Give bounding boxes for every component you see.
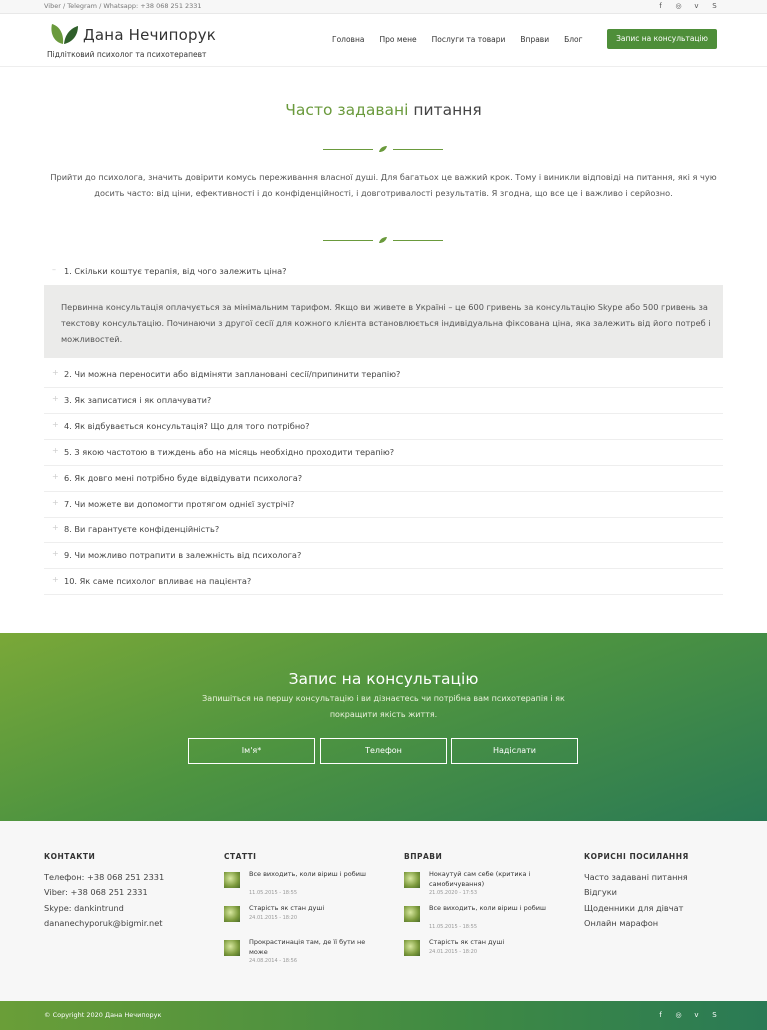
- skype-icon[interactable]: S: [712, 2, 717, 10]
- top-bar: [0, 0, 767, 14]
- site-header: [0, 14, 767, 67]
- nav-blog[interactable]: Блог: [564, 35, 583, 44]
- toggle-icon: –: [52, 265, 56, 274]
- post-date: 24.01.2015 - 18:20: [249, 915, 298, 921]
- faq-item[interactable]: [44, 440, 723, 466]
- page-title-rest: питання: [408, 101, 482, 119]
- contact-skype[interactable]: Skype: dankintrund: [44, 902, 124, 913]
- topbar-contact: Viber / Telegram / Whatsapp: +38 068 251 2331: [44, 2, 202, 10]
- facebook-icon[interactable]: f: [659, 2, 662, 10]
- submit-button[interactable]: Надіслати: [451, 738, 578, 764]
- footer-heading: ВПРАВИ: [404, 852, 443, 861]
- post-item[interactable]: [404, 938, 574, 972]
- footer-heading: КОРИСНІ ПОСИЛАННЯ: [584, 852, 689, 861]
- plus-icon: +: [52, 446, 59, 455]
- faq-question-text: 5. З якою частотою в тиждень або на місяць необхідно проходити терапію?: [64, 447, 395, 457]
- post-item[interactable]: [404, 870, 574, 904]
- nav-home[interactable]: Головна: [332, 35, 365, 44]
- contact-viber[interactable]: Viber: +38 068 251 2331: [44, 887, 148, 898]
- contact-phone[interactable]: Телефон: +38 068 251 2331: [44, 872, 165, 882]
- site-footer: [0, 821, 767, 1001]
- post-item[interactable]: [404, 904, 574, 938]
- post-thumbnail[interactable]: [224, 940, 240, 956]
- faq-question-text: 7. Чи можете ви допомогти протягом однієї зустрічі?: [64, 499, 295, 509]
- faq-question[interactable]: [44, 362, 723, 387]
- signup-title: Запис на консультацію: [288, 670, 479, 688]
- plus-icon: +: [52, 394, 59, 403]
- post-thumbnail[interactable]: [404, 872, 420, 888]
- instagram-icon[interactable]: ◎: [675, 1011, 682, 1019]
- plus-icon: +: [52, 368, 59, 377]
- plus-icon: +: [52, 472, 59, 481]
- faq-question-text: 6. Як довго мені потрібно буде відвідувати психолога?: [64, 473, 303, 483]
- faq-question-text: 1. Скільки коштує терапія, від чого залежить ціна?: [64, 266, 287, 276]
- leaf-logo-icon[interactable]: [49, 22, 79, 46]
- post-item[interactable]: [224, 904, 394, 938]
- faq-intro: Прийти до психолога, значить довірити комусь переживання власної душі. Для багатьох це важкий крок. Тому і виникли відповіді на питання, які я чую досить часто: від ціни, ефективності і до конфіденційності, і довготривалості результатів. Я згодна, що все це і важливо і серйозно.: [50, 172, 717, 198]
- faq-question[interactable]: [44, 414, 723, 439]
- faq-item[interactable]: [44, 414, 723, 440]
- faq-item[interactable]: [44, 362, 723, 388]
- faq-item[interactable]: [44, 569, 723, 595]
- footer-heading: СТАТТІ: [224, 852, 257, 861]
- plus-icon: +: [52, 498, 59, 507]
- phone-field[interactable]: Телефон: [320, 738, 447, 764]
- faq-question[interactable]: [44, 569, 723, 594]
- plus-icon: +: [52, 575, 59, 584]
- book-consultation-button[interactable]: Запис на консультацію: [607, 29, 717, 49]
- topbar-socials: [656, 1, 719, 11]
- nav-about[interactable]: Про мене: [379, 35, 417, 44]
- plus-icon: +: [52, 523, 59, 532]
- post-title[interactable]: Старість як стан душі: [249, 904, 325, 912]
- footer-heading: КОНТАКТИ: [44, 852, 96, 861]
- faq-item[interactable]: [44, 492, 723, 518]
- post-date: 24.01.2015 - 18:20: [429, 949, 478, 955]
- post-thumbnail[interactable]: [224, 906, 240, 922]
- post-item[interactable]: [224, 938, 394, 972]
- copyright: © Copyright 2020 Дана Нечипорук: [44, 1011, 162, 1019]
- skype-icon[interactable]: S: [712, 1011, 717, 1019]
- faq-question-text: 8. Ви гарантуєте конфіденційність?: [64, 524, 220, 534]
- post-title[interactable]: Все виходить, коли віриш і робиш: [249, 870, 366, 878]
- faq-question[interactable]: [44, 259, 723, 284]
- section-divider: [323, 145, 443, 153]
- post-date: 11.05.2015 - 18:55: [429, 924, 478, 930]
- bottom-socials: [656, 1010, 719, 1020]
- faq-question[interactable]: [44, 543, 723, 568]
- brand-name[interactable]: Дана Нечипорук: [83, 26, 217, 44]
- faq-question-text: 10. Як саме психолог впливає на пацієнта?: [64, 576, 252, 586]
- post-title[interactable]: Все виходить, коли віриш і робиш: [429, 904, 546, 912]
- faq-item[interactable]: [44, 466, 723, 492]
- post-date: 24.08.2014 - 18:56: [249, 958, 298, 964]
- leaf-divider-icon: [378, 236, 388, 244]
- faq-question[interactable]: [44, 388, 723, 413]
- faq-item[interactable]: [44, 517, 723, 543]
- post-item[interactable]: [224, 870, 394, 904]
- faq-question-text: 9. Чи можливо потрапити в залежність від психолога?: [64, 550, 302, 560]
- leaf-divider-icon: [378, 145, 388, 153]
- plus-icon: +: [52, 420, 59, 429]
- faq-question[interactable]: [44, 466, 723, 491]
- link-marathon[interactable]: Онлайн марафон: [584, 917, 659, 928]
- plus-icon: +: [52, 549, 59, 558]
- post-date: 11.05.2015 - 18:55: [249, 890, 298, 896]
- faq-question[interactable]: [44, 492, 723, 517]
- facebook-icon[interactable]: f: [659, 1011, 662, 1019]
- section-divider: [323, 236, 443, 244]
- bottom-bar: [0, 1001, 767, 1030]
- instagram-icon[interactable]: ◎: [675, 2, 682, 10]
- faq-answer-text: Первинна консультація оплачується за мінімальним тарифом. Якщо ви живете в Україні – це 600 гривень за консультацію Skype або 500 гривень за текстову консультацію. Починаючи з другої сесії для кожного клієнта встановлюється індивідуальна фіксована ціна, яка залежить від його потреб і можливостей.: [61, 302, 711, 344]
- contact-email[interactable]: dananechyporuk@bigmir.net: [44, 917, 163, 928]
- footer-contacts: [44, 852, 214, 931]
- faq-question[interactable]: [44, 440, 723, 465]
- post-thumbnail[interactable]: [404, 940, 420, 956]
- link-faq[interactable]: Часто задавані питання: [584, 872, 688, 882]
- post-title[interactable]: Старість як стан душі: [429, 938, 505, 946]
- signup-section: [0, 633, 767, 821]
- faq-question-text: 3. Як записатися і як оплачувати?: [64, 395, 212, 405]
- post-thumbnail[interactable]: [404, 906, 420, 922]
- footer-links: [584, 852, 754, 931]
- faq-question-text: 4. Як відбувається консультація? Що для того потрібно?: [64, 421, 310, 431]
- faq-question-text: 2. Чи можна переносити або відміняти заплановані сесії/припинити терапію?: [64, 369, 401, 379]
- post-title[interactable]: Прокрастинація там, де її бути не може: [249, 938, 366, 956]
- page-title-accent: Часто задавані: [285, 101, 409, 119]
- page-title: [0, 101, 767, 119]
- link-reviews[interactable]: Відгуки: [584, 887, 617, 898]
- nav-services[interactable]: Послуги та товари: [431, 35, 506, 44]
- nav-exercises[interactable]: Вправи: [520, 35, 550, 44]
- post-title[interactable]: Нокаутуй сам себе (критика і самобичування): [429, 870, 531, 888]
- footer-articles: [224, 852, 394, 972]
- main-nav: [332, 34, 708, 44]
- faq-question[interactable]: [44, 517, 723, 542]
- faq-item[interactable]: [44, 259, 723, 285]
- link-diaries[interactable]: Щоденники для дівчат: [584, 902, 684, 913]
- faq-item[interactable]: [44, 388, 723, 414]
- faq-answer: [44, 285, 723, 358]
- vimeo-icon[interactable]: v: [694, 2, 699, 10]
- name-field[interactable]: Ім'я*: [188, 738, 315, 764]
- post-thumbnail[interactable]: [224, 872, 240, 888]
- footer-exercises: [404, 852, 574, 972]
- signup-subtitle: Запишіться на першу консультацію і ви дізнаєтесь чи потрібна вам психотерапія і як покращити якість життя.: [202, 694, 565, 719]
- vimeo-icon[interactable]: v: [694, 1011, 699, 1019]
- faq-item[interactable]: [44, 543, 723, 569]
- brand-tagline: Підлітковий психолог та психотерапевт: [47, 50, 207, 59]
- post-date: 21.05.2020 - 17:53: [429, 890, 478, 896]
